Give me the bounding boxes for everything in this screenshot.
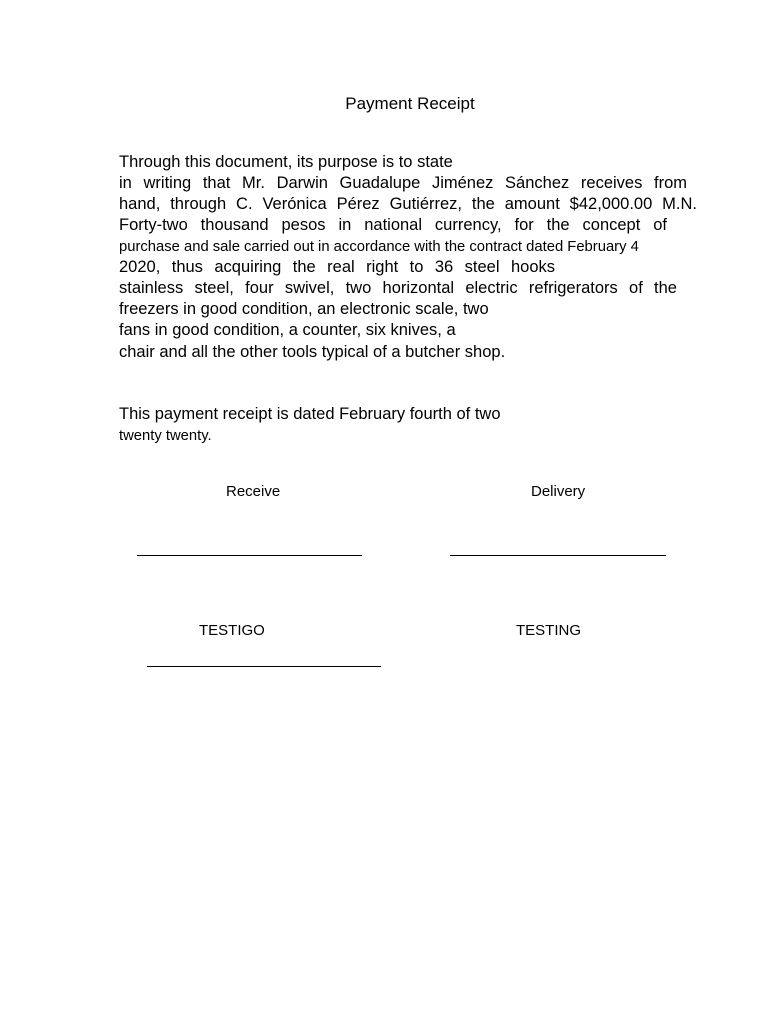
date-line: twenty twenty. (119, 428, 212, 444)
witness-label: TESTIGO (199, 622, 265, 639)
body-line: 2020, thus acquiring the real right to 36 steel hooks (119, 258, 555, 276)
body-line: Through this document, its purpose is to state (119, 153, 453, 171)
delivery-signature-line (450, 555, 666, 556)
body-line: fans in good condition, a counter, six knives, a (119, 321, 456, 339)
date-line: This payment receipt is dated February fourth of two (119, 405, 501, 423)
body-line: chair and all the other tools typical of a butcher shop. (119, 343, 506, 361)
delivery-label: Delivery (531, 483, 586, 500)
document-title: Payment Receipt (345, 94, 475, 113)
body-line: purchase and sale carried out in accordance with the contract dated February 4 (119, 239, 639, 255)
body-line: in writing that Mr. Darwin Guadalupe Jiménez Sánchez receives from (119, 174, 687, 192)
body-line: Forty-two thousand pesos in national currency, for the concept of (119, 216, 667, 234)
receive-label: Receive (226, 483, 281, 500)
testing-label: TESTING (516, 622, 582, 639)
body-line: freezers in good condition, an electronic scale, two (119, 300, 489, 318)
body-line: stainless steel, four swivel, two horizontal electric refrigerators of the (119, 279, 677, 297)
witness-signature-line (147, 666, 381, 667)
body-line: hand, through C. Verónica Pérez Gutiérrez, the amount $42,000.00 M.N. (119, 195, 697, 213)
receive-signature-line (137, 555, 362, 556)
